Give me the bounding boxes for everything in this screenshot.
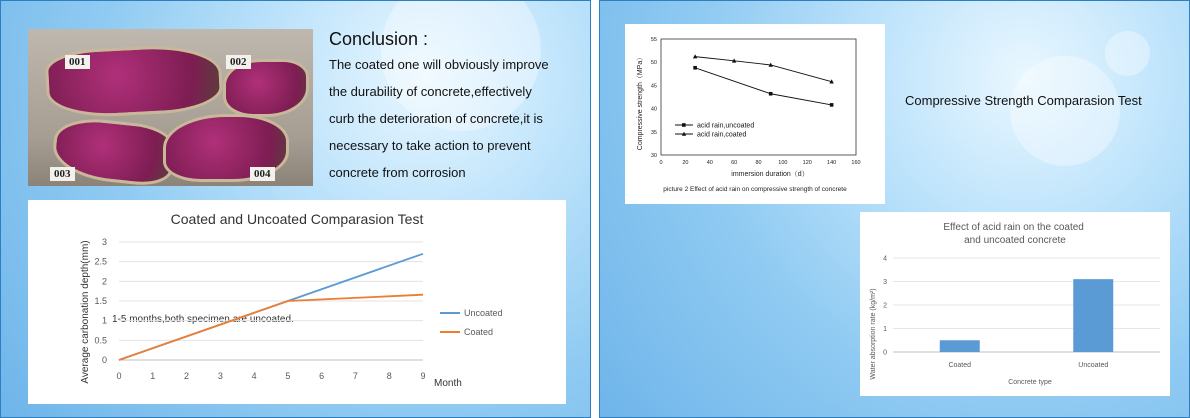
specimen-001 bbox=[44, 42, 223, 119]
x-tick-label: 8 bbox=[386, 371, 392, 381]
label-001: 001 bbox=[65, 55, 90, 69]
label-004: 004 bbox=[250, 167, 275, 181]
x-tick-label: 5 bbox=[285, 371, 291, 381]
strength-chart-panel bbox=[625, 24, 885, 204]
y-tick-label: 4 bbox=[883, 255, 887, 263]
x-tick-label: 0 bbox=[659, 160, 663, 166]
slide-compressive-strength bbox=[599, 0, 1190, 418]
y-tick-label: 2 bbox=[101, 276, 107, 287]
y-tick-label: 0 bbox=[101, 355, 107, 365]
y-axis-label: Compressive strength（MPa） bbox=[637, 53, 644, 151]
x-tick-label: 140 bbox=[827, 160, 837, 166]
section-caption: Compressive Strength Comparasion Test bbox=[905, 93, 1142, 108]
conclusion-line: necessary to take action to prevent bbox=[329, 138, 531, 153]
chart-annotation: 1-5 months,both specimen are uncoated. bbox=[112, 314, 294, 325]
legend-label: acid rain,uncoated bbox=[697, 122, 755, 130]
x-tick-label: 120 bbox=[802, 160, 812, 166]
x-tick-label: 60 bbox=[731, 160, 738, 166]
series-line bbox=[695, 57, 832, 82]
y-tick-label: 1.5 bbox=[94, 296, 107, 306]
y-tick-label: 50 bbox=[650, 60, 657, 67]
y-tick-label: 55 bbox=[650, 37, 657, 43]
series-line-coated bbox=[119, 295, 423, 360]
series-line bbox=[695, 68, 832, 105]
x-tick-label: 3 bbox=[217, 371, 223, 381]
y-tick-label: 35 bbox=[650, 129, 657, 136]
absorption-chart bbox=[860, 212, 1170, 396]
x-axis-label: immersion duration（d） bbox=[731, 171, 809, 178]
figure-caption: picture 2 Effect of acid rain on compressive strength of concrete bbox=[663, 186, 847, 193]
legend-marker bbox=[682, 123, 686, 127]
x-tick-label: 160 bbox=[851, 160, 861, 166]
chart-title-line-2: and uncoated concrete bbox=[964, 235, 1066, 246]
label-003: 003 bbox=[50, 167, 75, 181]
bar-coated bbox=[940, 340, 980, 352]
plot-frame bbox=[661, 39, 856, 155]
x-axis-label: Concrete type bbox=[1008, 379, 1052, 386]
x-tick-label: 9 bbox=[420, 371, 426, 381]
legend-label: acid rain,coated bbox=[697, 131, 747, 139]
x-tick-label: 4 bbox=[251, 371, 257, 381]
conclusion-title: Conclusion : bbox=[329, 29, 429, 49]
x-tick-label: 0 bbox=[116, 371, 122, 381]
chart-title bbox=[943, 222, 1086, 246]
y-axis-label: Water absorption rate (kg/m²) bbox=[870, 288, 877, 380]
y-tick-label: 0 bbox=[883, 349, 887, 357]
specimen-photo bbox=[28, 29, 313, 186]
conclusion-line: the durability of concrete,effectively bbox=[329, 84, 532, 99]
x-tick-label: 2 bbox=[184, 371, 190, 381]
carbonation-chart bbox=[28, 200, 566, 404]
x-tick-label: 80 bbox=[755, 160, 762, 166]
carbonation-chart-panel bbox=[28, 200, 566, 404]
y-tick-label: 3 bbox=[101, 237, 107, 247]
x-tick-label: Coated bbox=[948, 362, 972, 369]
y-tick-label: 30 bbox=[650, 153, 657, 159]
legend-label: Coated bbox=[464, 327, 494, 337]
conclusion-line: concrete from corrosion bbox=[329, 165, 466, 180]
background-bubble bbox=[1010, 56, 1120, 166]
strength-chart bbox=[625, 24, 885, 204]
x-tick-label: 6 bbox=[319, 371, 325, 381]
bar-uncoated bbox=[1073, 279, 1113, 352]
y-tick-label: 1 bbox=[101, 315, 107, 326]
y-tick-label: 40 bbox=[650, 106, 657, 113]
y-tick-label: 3 bbox=[883, 279, 887, 286]
data-point bbox=[693, 66, 697, 70]
legend-label: Uncoated bbox=[464, 308, 503, 318]
x-tick-label: 100 bbox=[778, 160, 788, 166]
x-tick-label: Uncoated bbox=[1078, 362, 1109, 369]
data-point bbox=[830, 103, 834, 107]
data-point bbox=[693, 54, 697, 58]
x-tick-label: 1 bbox=[150, 371, 156, 381]
background-bubble bbox=[1105, 31, 1150, 76]
conclusion-line: curb the deterioration of concrete,it is bbox=[329, 111, 543, 126]
chart-title: Coated and Uncoated Comparasion Test bbox=[170, 211, 424, 227]
slide-conclusion bbox=[0, 0, 591, 418]
x-axis-label: Month bbox=[434, 378, 462, 389]
y-tick-label: 0.5 bbox=[94, 335, 107, 346]
data-point bbox=[769, 92, 773, 96]
x-tick-label: 40 bbox=[706, 160, 713, 166]
y-tick-label: 1 bbox=[883, 326, 887, 333]
chart-title-line-1: Effect of acid rain on the coated bbox=[943, 222, 1084, 233]
label-002: 002 bbox=[226, 55, 251, 69]
x-tick-label: 20 bbox=[682, 160, 689, 166]
x-tick-label: 7 bbox=[352, 371, 358, 381]
y-tick-label: 2 bbox=[883, 302, 887, 310]
y-tick-label: 45 bbox=[650, 83, 657, 90]
absorption-chart-panel bbox=[860, 212, 1170, 396]
y-tick-label: 2.5 bbox=[94, 256, 107, 267]
y-axis-label: Average carbonation depth(mm) bbox=[80, 240, 91, 384]
conclusion-line: The coated one will obviously improve bbox=[329, 57, 549, 72]
